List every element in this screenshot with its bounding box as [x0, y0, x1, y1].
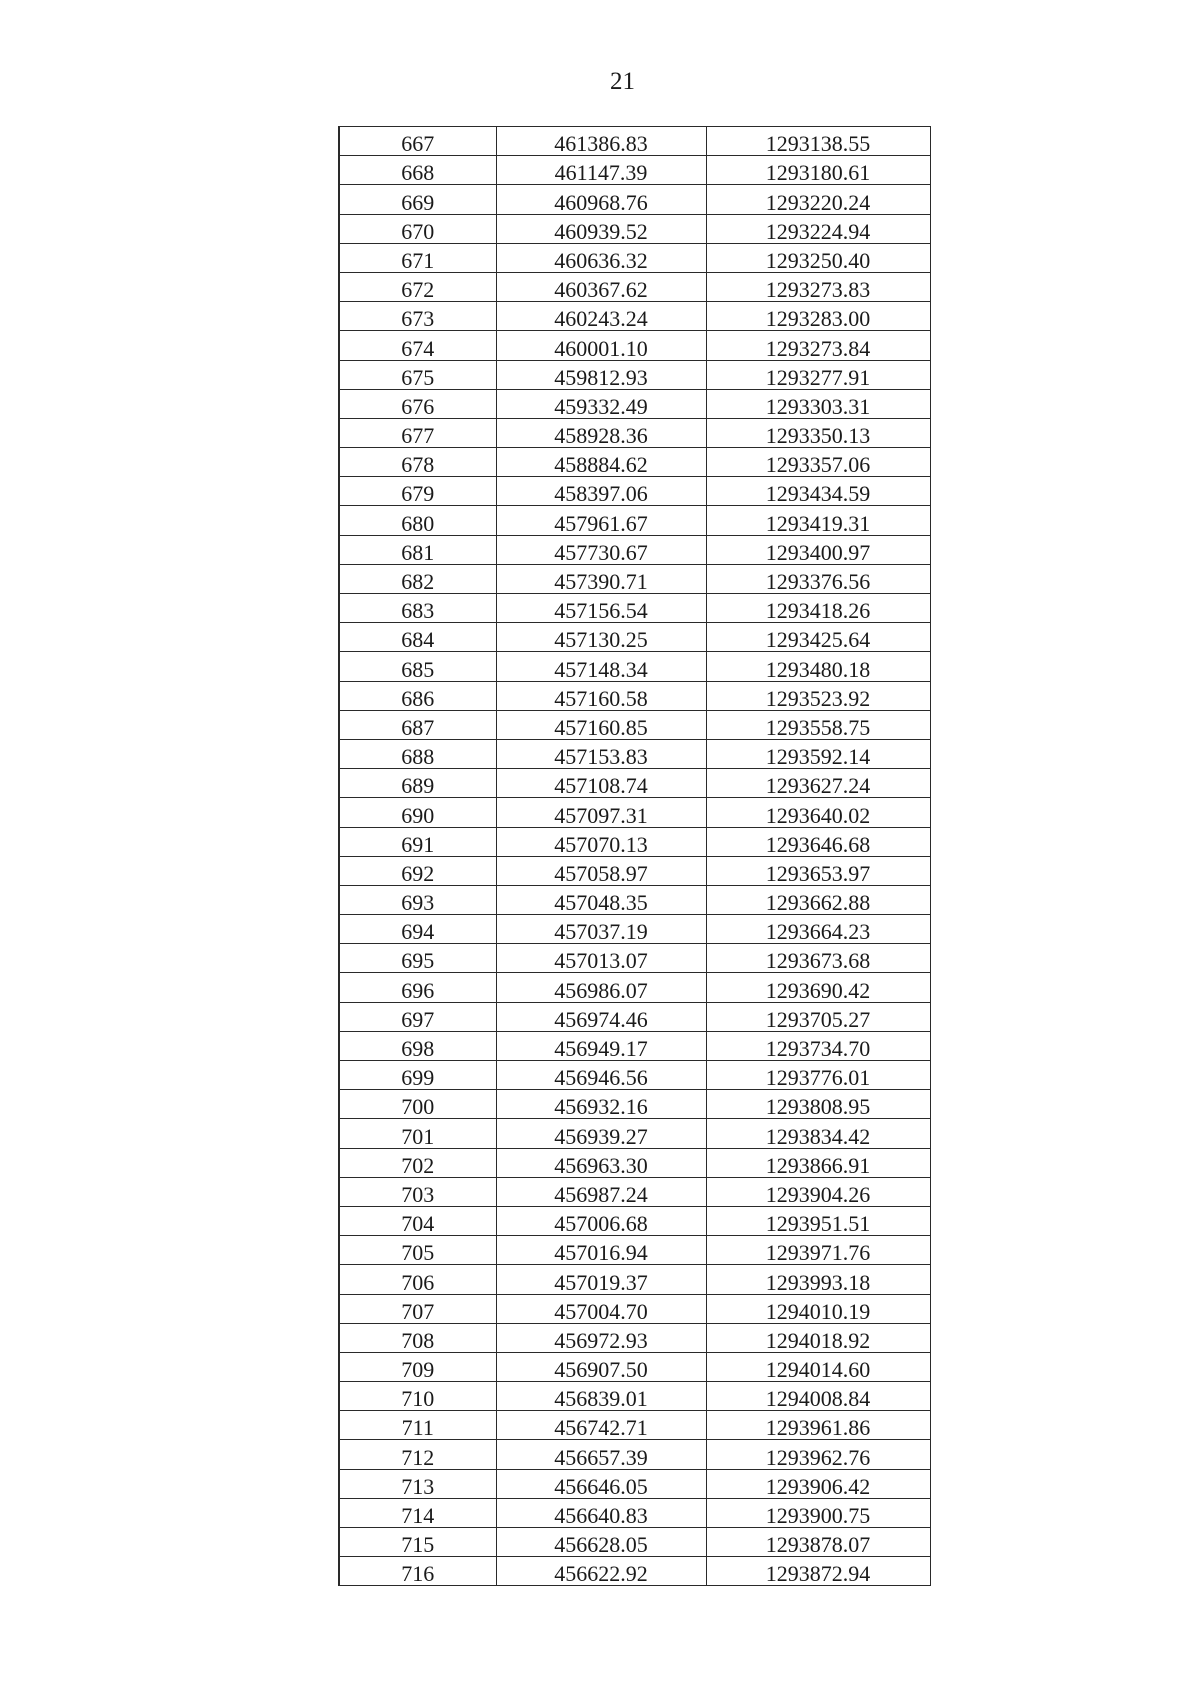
- point-number-cell: 698: [339, 1031, 496, 1060]
- table-row: [339, 1177, 930, 1206]
- y-coordinate-cell: 1293906.42: [706, 1469, 930, 1498]
- y-coordinate-cell: 1293734.70: [706, 1031, 930, 1060]
- table-row: [339, 1119, 930, 1148]
- y-coordinate-cell: 1294008.84: [706, 1382, 930, 1411]
- table-row: [339, 127, 930, 156]
- y-coordinate-cell: 1293224.94: [706, 214, 930, 243]
- y-coordinate-cell: 1293878.07: [706, 1528, 930, 1557]
- table-row: [339, 1236, 930, 1265]
- y-coordinate-cell: 1293277.91: [706, 360, 930, 389]
- point-number-cell: 714: [339, 1498, 496, 1527]
- point-number-cell: 690: [339, 798, 496, 827]
- table-row: [339, 798, 930, 827]
- table-row: [339, 594, 930, 623]
- point-number-cell: 695: [339, 944, 496, 973]
- coordinates-table-body: [339, 127, 930, 1586]
- table-row: [339, 506, 930, 535]
- x-coordinate-cell: 457070.13: [496, 827, 706, 856]
- x-coordinate-cell: 457730.67: [496, 535, 706, 564]
- point-number-cell: 703: [339, 1177, 496, 1206]
- y-coordinate-cell: 1293220.24: [706, 185, 930, 214]
- x-coordinate-cell: 456949.17: [496, 1031, 706, 1060]
- point-number-cell: 686: [339, 681, 496, 710]
- y-coordinate-cell: 1293904.26: [706, 1177, 930, 1206]
- y-coordinate-cell: 1293866.91: [706, 1148, 930, 1177]
- x-coordinate-cell: 460636.32: [496, 243, 706, 272]
- x-coordinate-cell: 457004.70: [496, 1294, 706, 1323]
- point-number-cell: 680: [339, 506, 496, 535]
- point-number-cell: 713: [339, 1469, 496, 1498]
- point-number-cell: 706: [339, 1265, 496, 1294]
- point-number-cell: 699: [339, 1061, 496, 1090]
- x-coordinate-cell: 457016.94: [496, 1236, 706, 1265]
- table-row: [339, 535, 930, 564]
- table-row: [339, 623, 930, 652]
- x-coordinate-cell: 457961.67: [496, 506, 706, 535]
- table-row: [339, 1528, 930, 1557]
- x-coordinate-cell: 456939.27: [496, 1119, 706, 1148]
- point-number-cell: 675: [339, 360, 496, 389]
- x-coordinate-cell: 457160.58: [496, 681, 706, 710]
- x-coordinate-cell: 456839.01: [496, 1382, 706, 1411]
- x-coordinate-cell: 456657.39: [496, 1440, 706, 1469]
- point-number-cell: 716: [339, 1557, 496, 1586]
- x-coordinate-cell: 456986.07: [496, 973, 706, 1002]
- table-row: [339, 418, 930, 447]
- x-coordinate-cell: 457048.35: [496, 885, 706, 914]
- x-coordinate-cell: 456646.05: [496, 1469, 706, 1498]
- y-coordinate-cell: 1293283.00: [706, 302, 930, 331]
- y-coordinate-cell: 1294014.60: [706, 1352, 930, 1381]
- x-coordinate-cell: 456963.30: [496, 1148, 706, 1177]
- x-coordinate-cell: 460243.24: [496, 302, 706, 331]
- point-number-cell: 682: [339, 564, 496, 593]
- x-coordinate-cell: 456974.46: [496, 1002, 706, 1031]
- y-coordinate-cell: 1293662.88: [706, 885, 930, 914]
- y-coordinate-cell: 1293664.23: [706, 915, 930, 944]
- x-coordinate-cell: 457058.97: [496, 856, 706, 885]
- point-number-cell: 672: [339, 272, 496, 301]
- x-coordinate-cell: 457148.34: [496, 652, 706, 681]
- point-number-cell: 687: [339, 710, 496, 739]
- y-coordinate-cell: 1293250.40: [706, 243, 930, 272]
- x-coordinate-cell: 456742.71: [496, 1411, 706, 1440]
- point-number-cell: 692: [339, 856, 496, 885]
- table-row: [339, 885, 930, 914]
- table-row: [339, 1265, 930, 1294]
- point-number-cell: 704: [339, 1206, 496, 1235]
- x-coordinate-cell: 460367.62: [496, 272, 706, 301]
- x-coordinate-cell: 460939.52: [496, 214, 706, 243]
- x-coordinate-cell: 456932.16: [496, 1090, 706, 1119]
- point-number-cell: 674: [339, 331, 496, 360]
- y-coordinate-cell: 1293993.18: [706, 1265, 930, 1294]
- table-row: [339, 1294, 930, 1323]
- x-coordinate-cell: 460001.10: [496, 331, 706, 360]
- x-coordinate-cell: 460968.76: [496, 185, 706, 214]
- x-coordinate-cell: 457160.85: [496, 710, 706, 739]
- y-coordinate-cell: 1293962.76: [706, 1440, 930, 1469]
- y-coordinate-cell: 1293138.55: [706, 127, 930, 156]
- point-number-cell: 697: [339, 1002, 496, 1031]
- table-row: [339, 652, 930, 681]
- table-row: [339, 389, 930, 418]
- y-coordinate-cell: 1293350.13: [706, 418, 930, 447]
- y-coordinate-cell: 1294010.19: [706, 1294, 930, 1323]
- table-row: [339, 1352, 930, 1381]
- point-number-cell: 679: [339, 477, 496, 506]
- table-row: [339, 448, 930, 477]
- y-coordinate-cell: 1293690.42: [706, 973, 930, 1002]
- x-coordinate-cell: 461147.39: [496, 156, 706, 185]
- y-coordinate-cell: 1293872.94: [706, 1557, 930, 1586]
- point-number-cell: 707: [339, 1294, 496, 1323]
- point-number-cell: 667: [339, 127, 496, 156]
- point-number-cell: 715: [339, 1528, 496, 1557]
- point-number-cell: 691: [339, 827, 496, 856]
- x-coordinate-cell: 458928.36: [496, 418, 706, 447]
- point-number-cell: 683: [339, 594, 496, 623]
- y-coordinate-cell: 1293558.75: [706, 710, 930, 739]
- y-coordinate-cell: 1293376.56: [706, 564, 930, 593]
- point-number-cell: 702: [339, 1148, 496, 1177]
- table-row: [339, 1411, 930, 1440]
- x-coordinate-cell: 456622.92: [496, 1557, 706, 1586]
- table-row: [339, 973, 930, 1002]
- table-row: [339, 302, 930, 331]
- y-coordinate-cell: 1293646.68: [706, 827, 930, 856]
- point-number-cell: 681: [339, 535, 496, 564]
- x-coordinate-cell: 458884.62: [496, 448, 706, 477]
- table-row: [339, 185, 930, 214]
- point-number-cell: 689: [339, 769, 496, 798]
- point-number-cell: 694: [339, 915, 496, 944]
- point-number-cell: 673: [339, 302, 496, 331]
- table-row: [339, 1031, 930, 1060]
- x-coordinate-cell: 457130.25: [496, 623, 706, 652]
- y-coordinate-cell: 1293900.75: [706, 1498, 930, 1527]
- point-number-cell: 677: [339, 418, 496, 447]
- table-row: [339, 1498, 930, 1527]
- point-number-cell: 712: [339, 1440, 496, 1469]
- point-number-cell: 688: [339, 739, 496, 768]
- table-row: [339, 564, 930, 593]
- table-row: [339, 710, 930, 739]
- y-coordinate-cell: 1293640.02: [706, 798, 930, 827]
- y-coordinate-cell: 1294018.92: [706, 1323, 930, 1352]
- point-number-cell: 678: [339, 448, 496, 477]
- table-row: [339, 1323, 930, 1352]
- point-number-cell: 709: [339, 1352, 496, 1381]
- x-coordinate-cell: 458397.06: [496, 477, 706, 506]
- table-row: [339, 1206, 930, 1235]
- table-row: [339, 1090, 930, 1119]
- point-number-cell: 676: [339, 389, 496, 418]
- point-number-cell: 684: [339, 623, 496, 652]
- y-coordinate-cell: 1293434.59: [706, 477, 930, 506]
- x-coordinate-cell: 457153.83: [496, 739, 706, 768]
- y-coordinate-cell: 1293808.95: [706, 1090, 930, 1119]
- x-coordinate-cell: 457013.07: [496, 944, 706, 973]
- y-coordinate-cell: 1293971.76: [706, 1236, 930, 1265]
- y-coordinate-cell: 1293180.61: [706, 156, 930, 185]
- table-row: [339, 272, 930, 301]
- table-row: [339, 856, 930, 885]
- x-coordinate-cell: 457156.54: [496, 594, 706, 623]
- y-coordinate-cell: 1293418.26: [706, 594, 930, 623]
- y-coordinate-cell: 1293480.18: [706, 652, 930, 681]
- x-coordinate-cell: 456628.05: [496, 1528, 706, 1557]
- x-coordinate-cell: 457390.71: [496, 564, 706, 593]
- y-coordinate-cell: 1293425.64: [706, 623, 930, 652]
- x-coordinate-cell: 456972.93: [496, 1323, 706, 1352]
- table-row: [339, 827, 930, 856]
- point-number-cell: 670: [339, 214, 496, 243]
- y-coordinate-cell: 1293357.06: [706, 448, 930, 477]
- table-row: [339, 156, 930, 185]
- y-coordinate-cell: 1293951.51: [706, 1206, 930, 1235]
- coordinates-table: [338, 126, 931, 1586]
- y-coordinate-cell: 1293961.86: [706, 1411, 930, 1440]
- x-coordinate-cell: 457037.19: [496, 915, 706, 944]
- y-coordinate-cell: 1293627.24: [706, 769, 930, 798]
- table-row: [339, 915, 930, 944]
- x-coordinate-cell: 461386.83: [496, 127, 706, 156]
- point-number-cell: 700: [339, 1090, 496, 1119]
- table-row: [339, 360, 930, 389]
- y-coordinate-cell: 1293673.68: [706, 944, 930, 973]
- x-coordinate-cell: 459812.93: [496, 360, 706, 389]
- table-row: [339, 477, 930, 506]
- point-number-cell: 685: [339, 652, 496, 681]
- y-coordinate-cell: 1293400.97: [706, 535, 930, 564]
- y-coordinate-cell: 1293834.42: [706, 1119, 930, 1148]
- table-row: [339, 1148, 930, 1177]
- x-coordinate-cell: 456640.83: [496, 1498, 706, 1527]
- table-row: [339, 1557, 930, 1586]
- x-coordinate-cell: 459332.49: [496, 389, 706, 418]
- page-number: 21: [610, 68, 635, 95]
- x-coordinate-cell: 456946.56: [496, 1061, 706, 1090]
- y-coordinate-cell: 1293419.31: [706, 506, 930, 535]
- table-row: [339, 681, 930, 710]
- y-coordinate-cell: 1293273.83: [706, 272, 930, 301]
- point-number-cell: 705: [339, 1236, 496, 1265]
- x-coordinate-cell: 457108.74: [496, 769, 706, 798]
- y-coordinate-cell: 1293776.01: [706, 1061, 930, 1090]
- x-coordinate-cell: 457006.68: [496, 1206, 706, 1235]
- y-coordinate-cell: 1293303.31: [706, 389, 930, 418]
- point-number-cell: 708: [339, 1323, 496, 1352]
- table-row: [339, 243, 930, 272]
- table-row: [339, 769, 930, 798]
- table-row: [339, 1382, 930, 1411]
- table-row: [339, 331, 930, 360]
- point-number-cell: 671: [339, 243, 496, 272]
- y-coordinate-cell: 1293705.27: [706, 1002, 930, 1031]
- y-coordinate-cell: 1293273.84: [706, 331, 930, 360]
- table-row: [339, 739, 930, 768]
- point-number-cell: 696: [339, 973, 496, 1002]
- point-number-cell: 711: [339, 1411, 496, 1440]
- y-coordinate-cell: 1293653.97: [706, 856, 930, 885]
- table-row: [339, 1469, 930, 1498]
- x-coordinate-cell: 456987.24: [496, 1177, 706, 1206]
- table-row: [339, 214, 930, 243]
- x-coordinate-cell: 456907.50: [496, 1352, 706, 1381]
- table-row: [339, 944, 930, 973]
- point-number-cell: 669: [339, 185, 496, 214]
- point-number-cell: 668: [339, 156, 496, 185]
- x-coordinate-cell: 457097.31: [496, 798, 706, 827]
- y-coordinate-cell: 1293592.14: [706, 739, 930, 768]
- point-number-cell: 693: [339, 885, 496, 914]
- x-coordinate-cell: 457019.37: [496, 1265, 706, 1294]
- point-number-cell: 701: [339, 1119, 496, 1148]
- y-coordinate-cell: 1293523.92: [706, 681, 930, 710]
- table-row: [339, 1061, 930, 1090]
- table-row: [339, 1002, 930, 1031]
- point-number-cell: 710: [339, 1382, 496, 1411]
- table-row: [339, 1440, 930, 1469]
